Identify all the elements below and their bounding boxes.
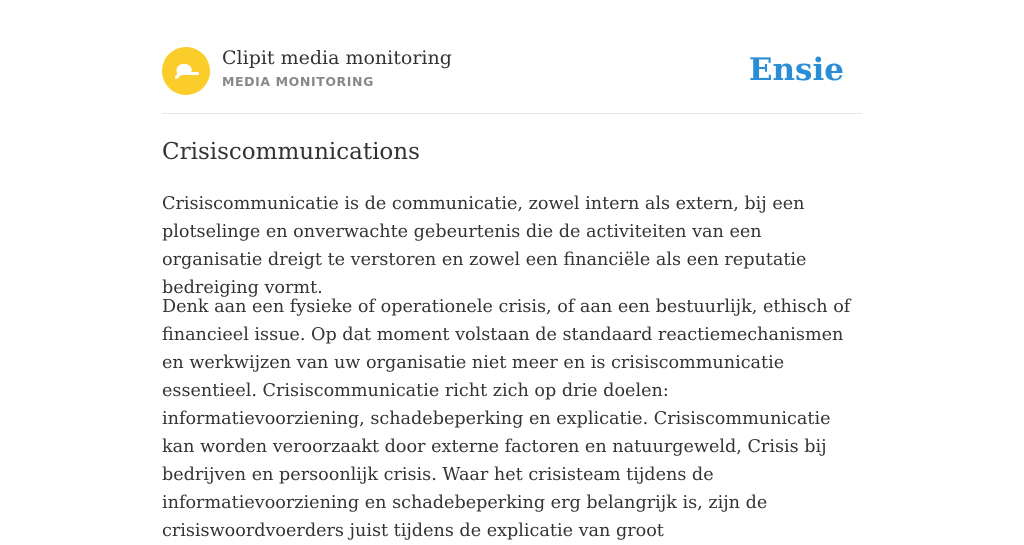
article-title: Crisiscommunications [162,139,420,165]
speech-bubble-icon [162,47,210,95]
org-logo[interactable] [162,47,210,95]
org-name[interactable]: Clipit media monitoring [222,47,452,69]
article-paragraph-1: Crisiscommunicatie is de communicatie, zowel intern als extern, bij een plotselinge en onverwachte gebeurtenis die de activiteiten van een organisatie dreigt te verstoren en zowel een financiële als een reputatie bedreiging vormt. [162,194,807,298]
header [162,46,862,96]
brand-logo[interactable]: Ensie [748,52,844,88]
org-subtitle: MEDIA MONITORING [222,74,374,89]
article-paragraph-2: Denk aan een fysieke of operationele crisis, of aan een bestuurlijk, ethisch of financieel issue. Op dat moment volstaan de standaard reactiemechanismen en werkwijzen van uw organisatie niet meer en is crisiscommunicatie essentieel. Crisiscommunicatie richt zich op drie doelen: informatievoorziening, schadebeperking en explicatie. Crisiscommunicatie kan worden veroorzaakt door externe factoren en natuurgeweld, Crisis bij bedrijven en persoonlijk crisis. Waar het crisisteam tijdens de informatievoorziening en schadebeperking erg belangrijk is, zijn de crisiswoordvoerders juist tijdens de explicatie van groot [162,297,851,541]
header-divider [162,113,862,114]
